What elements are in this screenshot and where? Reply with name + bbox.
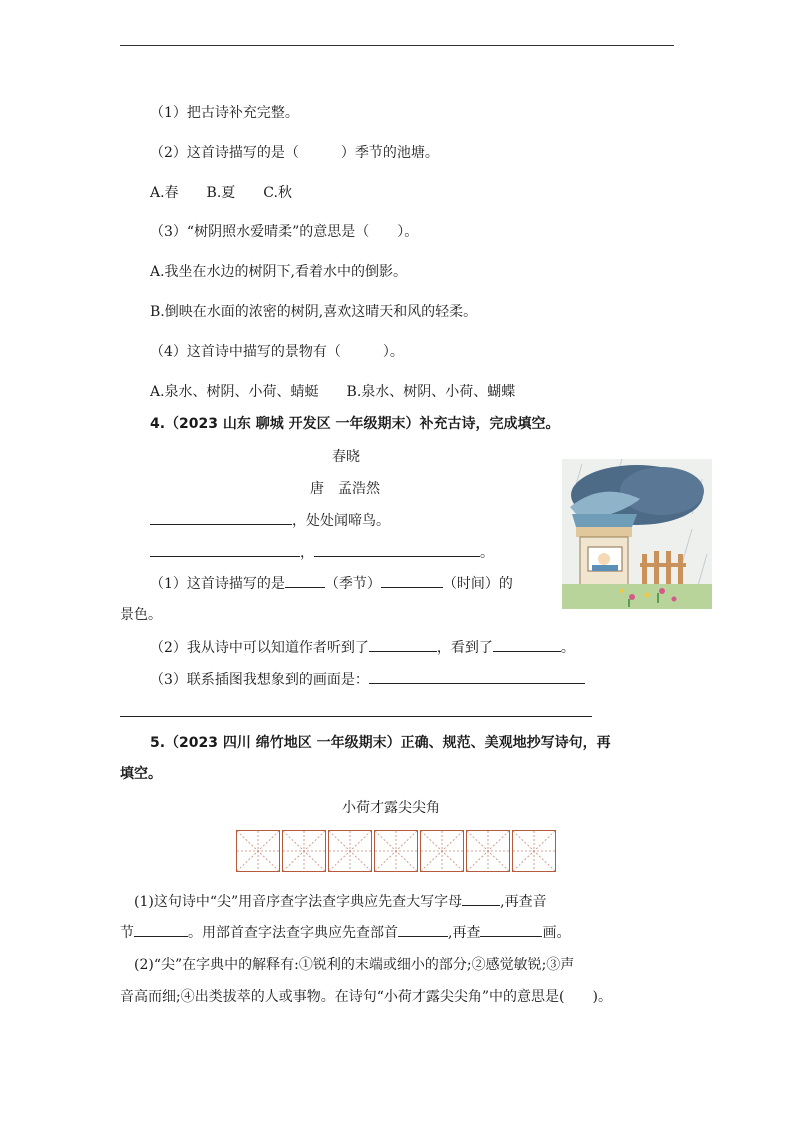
q3-sub1: （1）把古诗补充完整。 xyxy=(150,105,299,121)
time-blank[interactable] xyxy=(381,573,443,588)
radical-blank[interactable] xyxy=(398,922,448,937)
stroke-count-blank[interactable] xyxy=(480,922,542,937)
season-blank[interactable] xyxy=(285,573,325,588)
writing-cell[interactable] xyxy=(282,830,326,872)
q3-sub4: （4）这首诗中描写的景物有（ ）。 xyxy=(150,344,404,360)
writing-cell[interactable] xyxy=(420,830,464,872)
answer-line[interactable] xyxy=(120,716,592,717)
spring-rain-illustration xyxy=(562,459,712,609)
initial-letter-blank[interactable] xyxy=(462,891,500,906)
q3-sub3-option-a: A.我坐在水边的树阴下,看着水中的倒影。 xyxy=(150,264,408,280)
q5-heading-line2: 填空。 xyxy=(120,766,162,782)
writing-cell[interactable] xyxy=(236,830,280,872)
q4-sub2: （2）我从诗中可以知道作者听到了 ，看到了 。 xyxy=(150,637,575,657)
imagine-blank[interactable] xyxy=(369,669,585,684)
q3-sub2: （2）这首诗描写的是（ ）季节的池塘。 xyxy=(150,145,439,161)
q3-sub3: （3）“树阴照水爱晴柔”的意思是（ ）。 xyxy=(150,224,419,240)
poem-author: 唐 孟浩然 xyxy=(310,481,380,497)
q3-sub3-option-b: B.倒映在水面的浓密的树阴,喜欢这晴天和风的轻柔。 xyxy=(150,304,478,320)
writing-cell[interactable] xyxy=(466,830,510,872)
writing-cell[interactable] xyxy=(374,830,418,872)
writing-cell[interactable] xyxy=(512,830,556,872)
q5-heading-line1: 5.（2023 四川 绵竹地区 一年级期末）正确、规范、美观地抄写诗句，再 xyxy=(150,735,611,751)
q4-sub3: （3）联系插图我想象到的画面是： xyxy=(150,669,585,689)
writing-cell[interactable] xyxy=(328,830,372,872)
q5-part2-line2: 音高而细;④出类拔萃的人或事物。在诗句“小荷才露尖尖角”中的意思是( )。 xyxy=(120,989,612,1005)
q5-part1-line1: (1)这句诗中“尖”用音序查字法查字典应先查大写字母 ,再查音 xyxy=(134,891,547,911)
writing-grid xyxy=(236,830,556,872)
poem-title: 春晓 xyxy=(332,449,360,465)
q5-part1-line2: 节 。用部首查字法查字典应先查部首 ,再查 画。 xyxy=(120,922,570,942)
poem-line-2-blank-b[interactable] xyxy=(314,542,480,557)
q3-sub4-options: A.泉水、树阴、小荷、蜻蜓 B.泉水、树阴、小荷、蝴蝶 xyxy=(150,384,516,400)
poem-line-2-blank-a[interactable] xyxy=(150,542,300,557)
poem-line-2: ， 。 xyxy=(150,542,494,562)
q4-sub1-tail: 景色。 xyxy=(120,607,162,623)
header-rule xyxy=(120,45,674,46)
q4-heading: 4.（2023 山东 聊城 开发区 一年级期末）补充古诗，完成填空。 xyxy=(150,416,560,432)
q3-sub2-options: A.春 B.夏 C.秋 xyxy=(150,185,292,201)
saw-blank[interactable] xyxy=(493,637,561,652)
heard-blank[interactable] xyxy=(369,637,437,652)
syllable-blank[interactable] xyxy=(134,922,188,937)
q4-sub1: （1）这首诗描写的是 （季节） （时间）的 xyxy=(150,573,513,593)
q5-part2-line1: (2)“尖”在字典中的解释有:①锐利的末端或细小的部分;②感觉敏锐;③声 xyxy=(134,957,575,973)
verse-title: 小荷才露尖尖角 xyxy=(342,800,440,816)
poem-line-1: ，处处闻啼鸟。 xyxy=(150,510,390,530)
poem-line-1-blank[interactable] xyxy=(150,510,292,525)
